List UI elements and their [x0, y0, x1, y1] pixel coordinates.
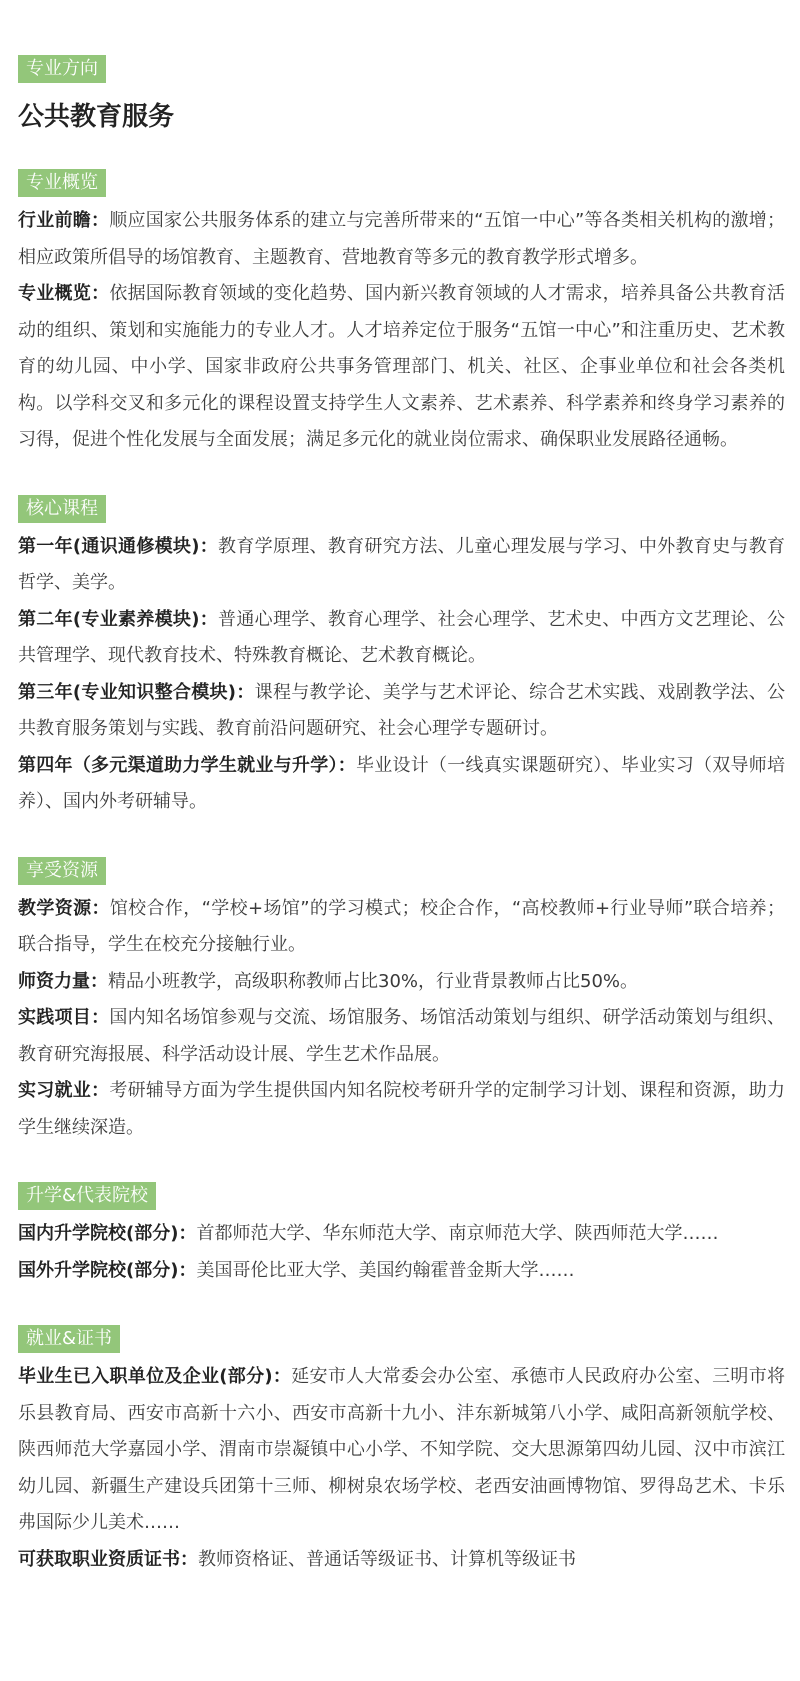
faculty-paragraph	[18, 964, 785, 1001]
practice-projects-paragraph	[18, 1000, 785, 1073]
teaching-resources-paragraph	[18, 891, 785, 964]
courses-section	[18, 495, 785, 821]
year-two-paragraph	[18, 602, 785, 675]
employers-text: 延安市人大常委会办公室、承德市人民政府办公室、三明市将乐县教育局、西安市高新十六小、西安市高新十九小、沣东新城第八小学、咸阳高新领航学校、陕西师范大学嘉园小学、渭南市崇凝镇中心小学、不知学院、交大思源第四幼儿园、汉中市滨江幼儿园、新疆生产建设兵团第十三师、柳树泉农场学校、老西安油画博物馆、罗得岛艺术、卡乐弗国际少儿美术……	[18, 1366, 785, 1533]
industry-outlook-paragraph	[18, 203, 785, 276]
header-section	[18, 55, 785, 139]
internship-text: 考研辅导方面为学生提供国内知名院校考研升学的定制学习计划、课程和资源，助力学生继续深造。	[18, 1080, 785, 1138]
major-overview-label: 专业概览：	[18, 283, 110, 304]
year-two-label: 第二年(专业素养模块)：	[18, 608, 219, 630]
year-one-text: 教育学原理、教育研究方法、儿童心理发展与学习、中外教育史与教育哲学、美学。	[18, 535, 786, 593]
certificates-label: 可获取职业资质证书：	[18, 1548, 198, 1570]
teaching-resources-text: 馆校合作，“学校+场馆”的学习模式；校企合作，“高校教师+行业导师”联合培养；联合指导，学生在校充分接触行业。	[18, 897, 785, 955]
overseas-schools-label: 国外升学院校(部分)：	[18, 1259, 197, 1281]
industry-outlook-label: 行业前瞻：	[18, 210, 110, 231]
internship-label: 实习就业：	[18, 1080, 110, 1101]
year-one-paragraph	[18, 529, 785, 602]
practice-projects-text: 国内知名场馆参观与交流、场馆服务、场馆活动策划与组织、研学活动策划与组织、教育研究海报展、科学活动设计展、学生艺术作品展。	[18, 1007, 785, 1065]
year-four-text: 毕业设计（一线真实课题研究）、毕业实习（双导师培养）、国内外考研辅导。	[18, 754, 786, 812]
schools-tag: 升学&代表院校	[18, 1182, 156, 1210]
faculty-text: 精品小班教学，高级职称教师占比30%，行业背景教师占比50%。	[108, 970, 639, 992]
resources-section	[18, 857, 785, 1147]
overview-tag: 专业概览	[18, 169, 106, 197]
major-overview-text: 依据国际教育领域的变化趋势、国内新兴教育领域的人才需求，培养具备公共教育活动的组织、策划和实施能力的专业人才。人才培养定位于服务“五馆一中心”和注重历史、艺术教育的幼儿园、中小学、国家非政府公共事务管理部门、机关、社区、企事业单位和社会各类机构。以学科交叉和多元化的课程设置支持学生人文素养、艺术素养、科学素养和终身学习素养的习得，促进个性化发展与全面发展；满足多元化的就业岗位需求、确保职业发展路径通畅。	[18, 283, 785, 450]
employers-paragraph	[18, 1359, 785, 1542]
year-three-label: 第三年(专业知识整合模块)：	[18, 681, 255, 703]
resources-tag: 享受资源	[18, 857, 106, 885]
year-four-label: 第四年（多元渠道助力学生就业与升学）：	[18, 754, 356, 776]
core-courses-tag: 核心课程	[18, 495, 106, 523]
year-one-label: 第一年(通识通修模块)：	[18, 535, 219, 557]
overseas-schools-text: 美国哥伦比亚大学、美国约翰霍普金斯大学……	[196, 1259, 575, 1281]
certificates-paragraph	[18, 1542, 785, 1579]
domestic-schools-paragraph	[18, 1216, 785, 1253]
page-title: 公共教育服务	[18, 102, 175, 132]
schools-section	[18, 1182, 785, 1289]
domestic-schools-label: 国内升学院校(部分)：	[18, 1223, 197, 1244]
employment-tag: 就业&证书	[18, 1325, 120, 1353]
major-overview-paragraph	[18, 276, 785, 459]
internship-paragraph	[18, 1073, 785, 1146]
teaching-resources-label: 教学资源：	[18, 897, 110, 919]
industry-outlook-text: 顺应国家公共服务体系的建立与完善所带来的“五馆一中心”等各类相关机构的激增；相应政策所倡导的场馆教育、主题教育、营地教育等多元的教育教学形式增多。	[18, 210, 785, 268]
employers-label: 毕业生已入职单位及企业(部分)：	[18, 1366, 292, 1387]
year-three-paragraph	[18, 675, 785, 748]
practice-projects-label: 实践项目：	[18, 1007, 110, 1028]
year-four-paragraph	[18, 748, 785, 821]
overseas-schools-paragraph	[18, 1253, 785, 1290]
overview-section	[18, 169, 785, 459]
year-three-text: 课程与教学论、美学与艺术评论、综合艺术实践、戏剧教学法、公共教育服务策划与实践、教育前沿问题研究、社会心理学专题研讨。	[18, 681, 786, 739]
domestic-schools-text: 首都师范大学、华东师范大学、南京师范大学、陕西师范大学……	[196, 1223, 719, 1244]
year-two-text: 普通心理学、教育心理学、社会心理学、艺术史、中西方文艺理论、公共管理学、现代教育技术、特殊教育概论、艺术教育概论。	[18, 608, 786, 666]
certificates-text: 教师资格证、普通话等级证书、计算机等级证书	[198, 1548, 576, 1570]
faculty-label: 师资力量：	[18, 970, 108, 992]
employment-section	[18, 1325, 785, 1578]
major-direction-tag: 专业方向	[18, 55, 106, 83]
